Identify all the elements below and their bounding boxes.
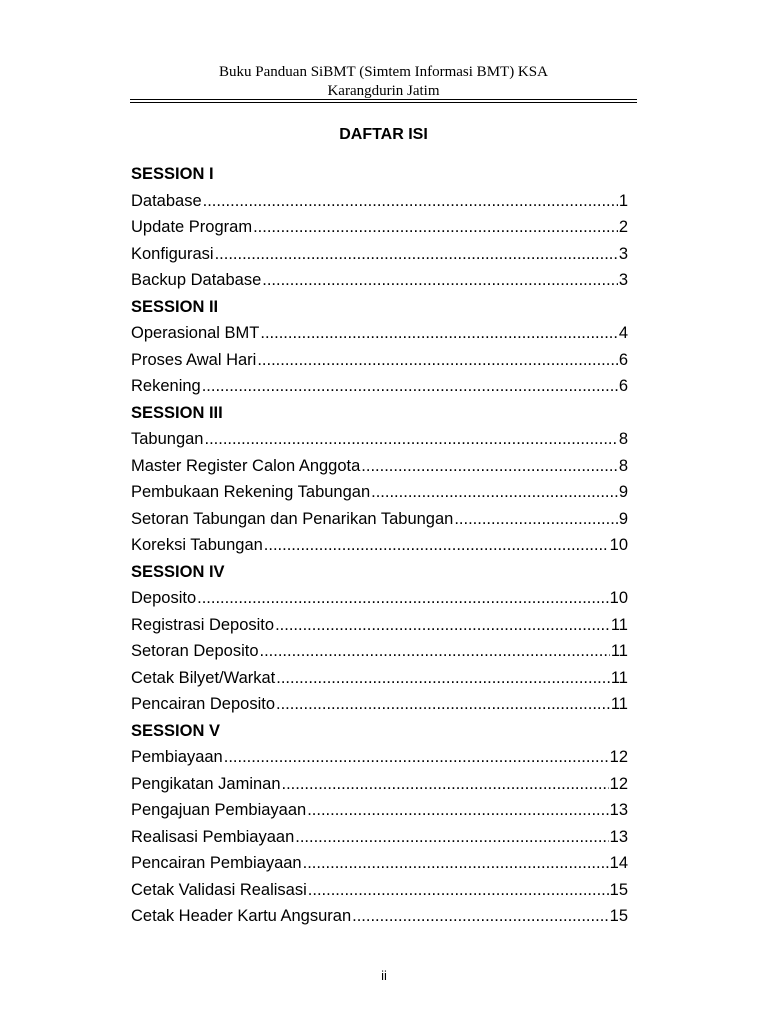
- toc-entry-label: Backup Database: [131, 271, 262, 289]
- toc-entry-label: Update Program: [131, 218, 253, 236]
- toc-entry[interactable]: [131, 771, 628, 798]
- dot-leader: [202, 373, 618, 400]
- toc-entry-label: Koreksi Tabungan: [131, 536, 263, 554]
- dot-leader: [197, 585, 609, 612]
- dot-leader: [262, 267, 618, 294]
- toc-entry-label: Deposito: [131, 589, 197, 607]
- toc-entry-page-number: 11: [610, 668, 628, 687]
- toc-session-heading: [131, 718, 628, 745]
- toc-entry[interactable]: [131, 267, 628, 294]
- toc-entry[interactable]: [131, 347, 628, 374]
- toc-entry-label: Pencairan Pembiayaan: [131, 854, 302, 872]
- toc-entry-label: Proses Awal Hari: [131, 350, 257, 369]
- toc-entry[interactable]: [131, 479, 628, 506]
- dot-leader: [257, 347, 617, 374]
- dot-leader: [260, 638, 610, 665]
- dot-leader: [203, 188, 618, 215]
- toc-heading: DAFTAR ISI: [339, 126, 428, 143]
- toc-entry[interactable]: [131, 241, 628, 268]
- dot-leader: [276, 665, 610, 692]
- toc-entry-page-number: 11: [610, 642, 628, 660]
- toc-entry-page-number: 9: [618, 483, 628, 501]
- toc-entry-page-number: 15: [609, 907, 628, 925]
- header-double-rule: [130, 99, 637, 103]
- toc-entry[interactable]: [131, 188, 628, 215]
- dot-leader: [454, 506, 617, 533]
- toc-entry-page-number: 9: [618, 509, 628, 528]
- toc-entry-page-number: 2: [618, 218, 628, 236]
- running-header: [130, 63, 637, 101]
- page-number: ii: [381, 968, 387, 983]
- toc-session-heading: [131, 559, 628, 586]
- toc-entry-page-number: 1: [618, 191, 628, 210]
- toc-entry-label: Konfigurasi: [131, 244, 214, 263]
- session-label: SESSION V: [131, 721, 220, 740]
- toc-entry-label: Pengajuan Pembiayaan: [131, 801, 307, 819]
- toc-entry[interactable]: [131, 877, 628, 904]
- toc-entry-page-number: 12: [609, 748, 628, 766]
- dot-leader: [307, 797, 608, 824]
- toc-session-heading: [131, 400, 628, 427]
- toc-entry[interactable]: [131, 506, 628, 533]
- toc-entry[interactable]: [131, 797, 628, 824]
- toc-entry-page-number: 4: [618, 324, 628, 342]
- toc-session-heading: [131, 161, 628, 188]
- toc-entry-page-number: 11: [610, 615, 628, 634]
- table-of-contents: [131, 161, 628, 930]
- dot-leader: [275, 612, 610, 639]
- session-label: SESSION IV: [131, 562, 225, 581]
- toc-entry-label: Cetak Bilyet/Warkat: [131, 668, 276, 687]
- dot-leader: [215, 241, 618, 268]
- dot-leader: [276, 691, 610, 718]
- dot-leader: [205, 426, 618, 453]
- toc-entry-label: Pencairan Deposito: [131, 695, 276, 713]
- toc-entry-page-number: 8: [618, 456, 628, 475]
- toc-entry-label: Cetak Validasi Realisasi: [131, 880, 307, 899]
- toc-entry-label: Database: [131, 191, 202, 210]
- dot-leader: [295, 824, 608, 851]
- dot-leader: [264, 532, 609, 559]
- toc-entry[interactable]: [131, 585, 628, 612]
- toc-entry-label: Setoran Tabungan dan Penarikan Tabungan: [131, 509, 454, 528]
- toc-entry-page-number: 12: [609, 774, 628, 793]
- toc-entry-label: Operasional BMT: [131, 324, 260, 342]
- dot-leader: [352, 903, 609, 930]
- toc-entry[interactable]: [131, 320, 628, 347]
- toc-entry[interactable]: [131, 214, 628, 241]
- toc-entry-page-number: 11: [610, 695, 628, 713]
- toc-entry[interactable]: [131, 426, 628, 453]
- toc-entry-page-number: 13: [609, 801, 628, 819]
- toc-entry-page-number: 15: [609, 880, 628, 899]
- toc-entry-label: Tabungan: [131, 430, 204, 448]
- dot-leader: [371, 479, 618, 506]
- toc-entry-label: Setoran Deposito: [131, 642, 259, 660]
- toc-entry[interactable]: [131, 612, 628, 639]
- toc-entry-page-number: 10: [609, 536, 628, 554]
- dot-leader: [253, 214, 618, 241]
- toc-entry[interactable]: [131, 744, 628, 771]
- session-label: SESSION II: [131, 297, 219, 316]
- toc-entry-label: Master Register Calon Anggota: [131, 456, 361, 475]
- toc-entry[interactable]: [131, 691, 628, 718]
- toc-entry-label: Rekening: [131, 377, 201, 395]
- dot-leader: [308, 877, 609, 904]
- toc-entry-label: Pengikatan Jaminan: [131, 774, 281, 793]
- toc-entry-page-number: 10: [609, 589, 628, 607]
- session-label: SESSION I: [131, 165, 214, 183]
- toc-entry-page-number: 3: [618, 244, 628, 263]
- dot-leader: [361, 453, 618, 480]
- toc-entry-label: Registrasi Deposito: [131, 615, 275, 634]
- toc-entry-page-number: 8: [618, 430, 628, 448]
- dot-leader: [303, 850, 609, 877]
- toc-entry[interactable]: [131, 532, 628, 559]
- toc-entry-page-number: 3: [618, 271, 628, 289]
- toc-entry[interactable]: [131, 824, 628, 851]
- toc-entry[interactable]: [131, 373, 628, 400]
- toc-entry-page-number: 6: [618, 350, 628, 369]
- toc-entry-label: Realisasi Pembiayaan: [131, 827, 295, 846]
- toc-entry-label: Cetak Header Kartu Angsuran: [131, 907, 352, 925]
- toc-entry[interactable]: [131, 453, 628, 480]
- header-title-line-2: Karangdurin Jatim: [327, 83, 440, 99]
- toc-entry[interactable]: [131, 850, 628, 877]
- toc-entry[interactable]: [131, 665, 628, 692]
- dot-leader: [260, 320, 617, 347]
- toc-entry-label: Pembukaan Rekening Tabungan: [131, 483, 371, 501]
- dot-leader: [282, 771, 609, 798]
- toc-entry-page-number: 6: [618, 377, 628, 395]
- dot-leader: [224, 744, 609, 771]
- toc-entry-label: Pembiayaan: [131, 748, 223, 766]
- toc-entry-page-number: 13: [609, 827, 628, 846]
- toc-entry-page-number: 14: [609, 854, 628, 872]
- toc-entry[interactable]: [131, 903, 628, 930]
- session-label: SESSION III: [131, 403, 223, 422]
- toc-session-heading: [131, 294, 628, 321]
- toc-entry[interactable]: [131, 638, 628, 665]
- header-title-line-1: Buku Panduan SiBMT (Simtem Informasi BMT) KSA: [219, 64, 548, 80]
